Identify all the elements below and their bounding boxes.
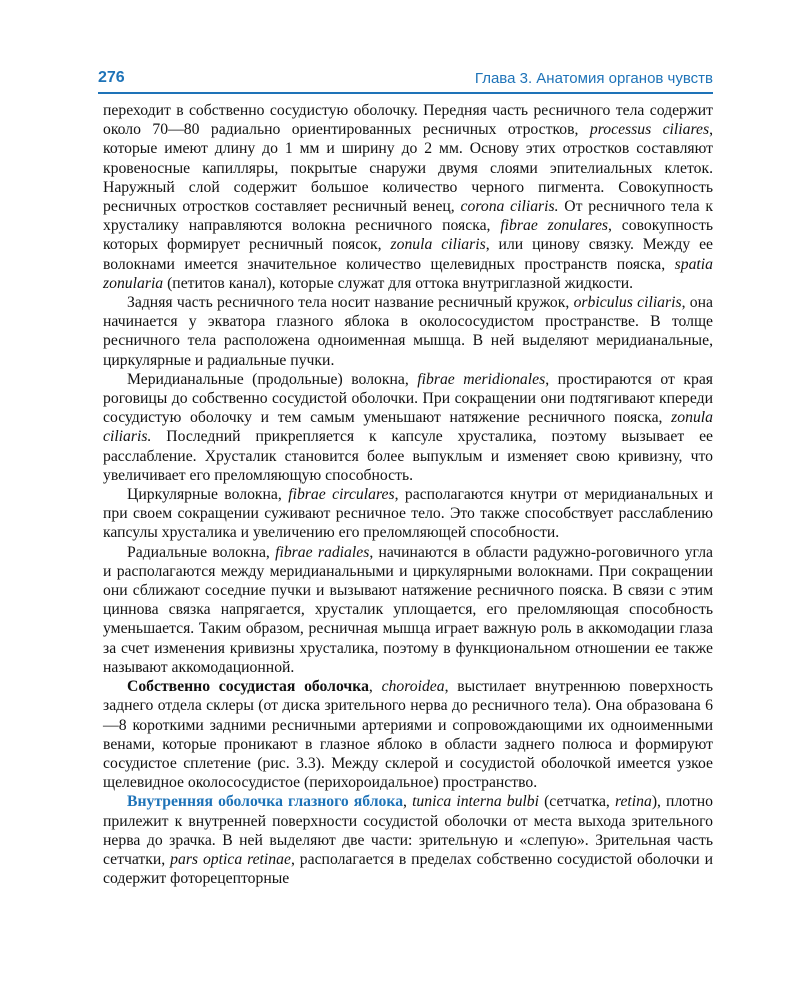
text-run: ), плотно прилежит к внутренней поверхности сосудистой оболочки от места выхода зрительного нерва до зрачка. В ней выделяют две части: зрительную и «слепую». Зрительная часть сетчатки, xyxy=(103,793,714,868)
text-run: , xyxy=(368,678,382,696)
latin-term: pars optica retinae xyxy=(170,850,291,868)
text-run: , располагается в пределах собственно сосудистой оболочки и содержит фоторецепторные xyxy=(103,850,714,888)
paragraph xyxy=(103,677,713,792)
section-term-highlighted: Внутренняя оболочка глазного яблока xyxy=(127,793,404,811)
text-run: , она начинается у экватора глазного яблока в околососудистом пространстве. В толще ресничного тела расположена одноименная мышца. В ней выделяют меридианальные, циркулярные и радиальные пучки. xyxy=(103,294,714,369)
chapter-title: Глава 3. Анатомия органов чувств xyxy=(474,69,713,87)
text-run: , простираются от края роговицы до собственно сосудистой оболочки. При сокращении они подтягивают кпереди сосудистую оболочку и тем самым уменьшают натяжение ресничного пояска, xyxy=(103,370,714,427)
header-divider xyxy=(98,92,713,94)
paragraph xyxy=(103,293,713,370)
latin-term: fibrae zonulares xyxy=(500,217,609,235)
latin-term: choroidea xyxy=(381,678,445,696)
text-run: (сетчатка, xyxy=(539,793,615,811)
latin-term: tunica interna bulbi xyxy=(412,793,539,811)
paragraph xyxy=(103,792,713,888)
text-run: , совокупность которых формирует ресничный поясок, xyxy=(103,217,713,254)
text-run: (петитов канал), которые служат для оттока внутриглазной жидкости. xyxy=(163,274,634,292)
latin-term: fibrae circulares xyxy=(288,486,395,504)
text-run: , которые имеют длину до 1 мм и ширину до 2 мм. Основу этих отростков составляют кровеносные капилляры, покрытые снаружи двумя слоями эпителиальных клеток. Наружный слой содержит большое количество черного пигмента. Совокупность ресничных отростков составляет ресничный венец, xyxy=(103,121,713,216)
latin-term: retina xyxy=(614,793,652,811)
paragraph xyxy=(103,101,713,293)
paragraph xyxy=(103,370,713,485)
text-run: Задняя часть ресничного тела носит название ресничный кружок, xyxy=(127,294,574,312)
latin-term: zonula ciliaris xyxy=(390,236,486,254)
paragraph xyxy=(103,543,713,677)
latin-term: corona ciliaris. xyxy=(460,198,559,216)
text-run: , выстилает внутреннюю поверхность заднего отдела склеры (от диска зрительного нерва до ресничного тела). Она образована 6—8 короткими задними ресничными артериями и сопровождающими их одноименными венами, которые проникают в глазное яблоко в области заднего полюса и формируют сосудистое сплетение (рис. 3.3). Между склерой и сосудистой оболочкой имеется узкое щелевидное околососудистое (перихороидальное) пространство. xyxy=(103,678,714,792)
latin-term: spatia zonularia xyxy=(103,255,713,292)
latin-term: orbiculus ciliaris xyxy=(573,294,682,312)
text-run: , или цинову связку. Между ее волокнами имеется значительное количество щелевидных пространств пояска, xyxy=(103,236,713,273)
text-run: Меридианальные (продольные) волокна, xyxy=(127,370,418,388)
text-run: , располагаются кнутри от меридианальных и при своем сокращении суживают ресничное тело. Это также способствует расслаблению капсулы хрусталика и увеличению его преломляющей способности. xyxy=(103,486,713,542)
text-run: Последний прикрепляется к капсуле хрусталика, поэтому вызывает ее расслабление. Хрусталик становится более выпуклым и изменяет свою кривизну, что увеличивает его преломляющую способность. xyxy=(103,428,713,484)
text-run: Радиальные волокна, xyxy=(127,543,276,561)
paragraph xyxy=(103,485,713,543)
page-number: 276 xyxy=(98,69,125,86)
text-run: , xyxy=(403,793,413,811)
latin-term: processus ciliares xyxy=(589,121,710,139)
section-term: Собственно сосудистая оболочка xyxy=(127,678,369,696)
latin-term: zonula ciliaris. xyxy=(103,409,713,446)
text-run: , начинаются в области радужно-роговичного угла и располагаются между меридианальными и циркулярными волокнами. При сокращении они сближают соседние пучки и вызывают натяжение ресничного пояска. В связи с этим циннова связка напрягается, хрусталик уплощается, его преломляющая способность уменьшается. Таким образом, ресничная мышца играет важную роль в аккомодации глаза за счет изменения кривизны хрусталика, поэтому в функциональном отношении ее также называют аккомодационной. xyxy=(103,543,713,676)
text-run: Циркулярные волокна, xyxy=(127,486,289,504)
text-run: От ресничного тела к хрусталику направляются волокна ресничного пояска, xyxy=(103,198,714,235)
running-header xyxy=(98,66,713,90)
text-run: переходит в собственно сосудистую оболочку. Передняя часть ресничного тела содержит около 70—80 радиально ориентированных ресничных отростков, xyxy=(103,102,713,139)
body-text xyxy=(103,101,713,888)
latin-term: fibrae radiales xyxy=(275,543,370,561)
latin-term: fibrae meridionales xyxy=(417,370,546,388)
